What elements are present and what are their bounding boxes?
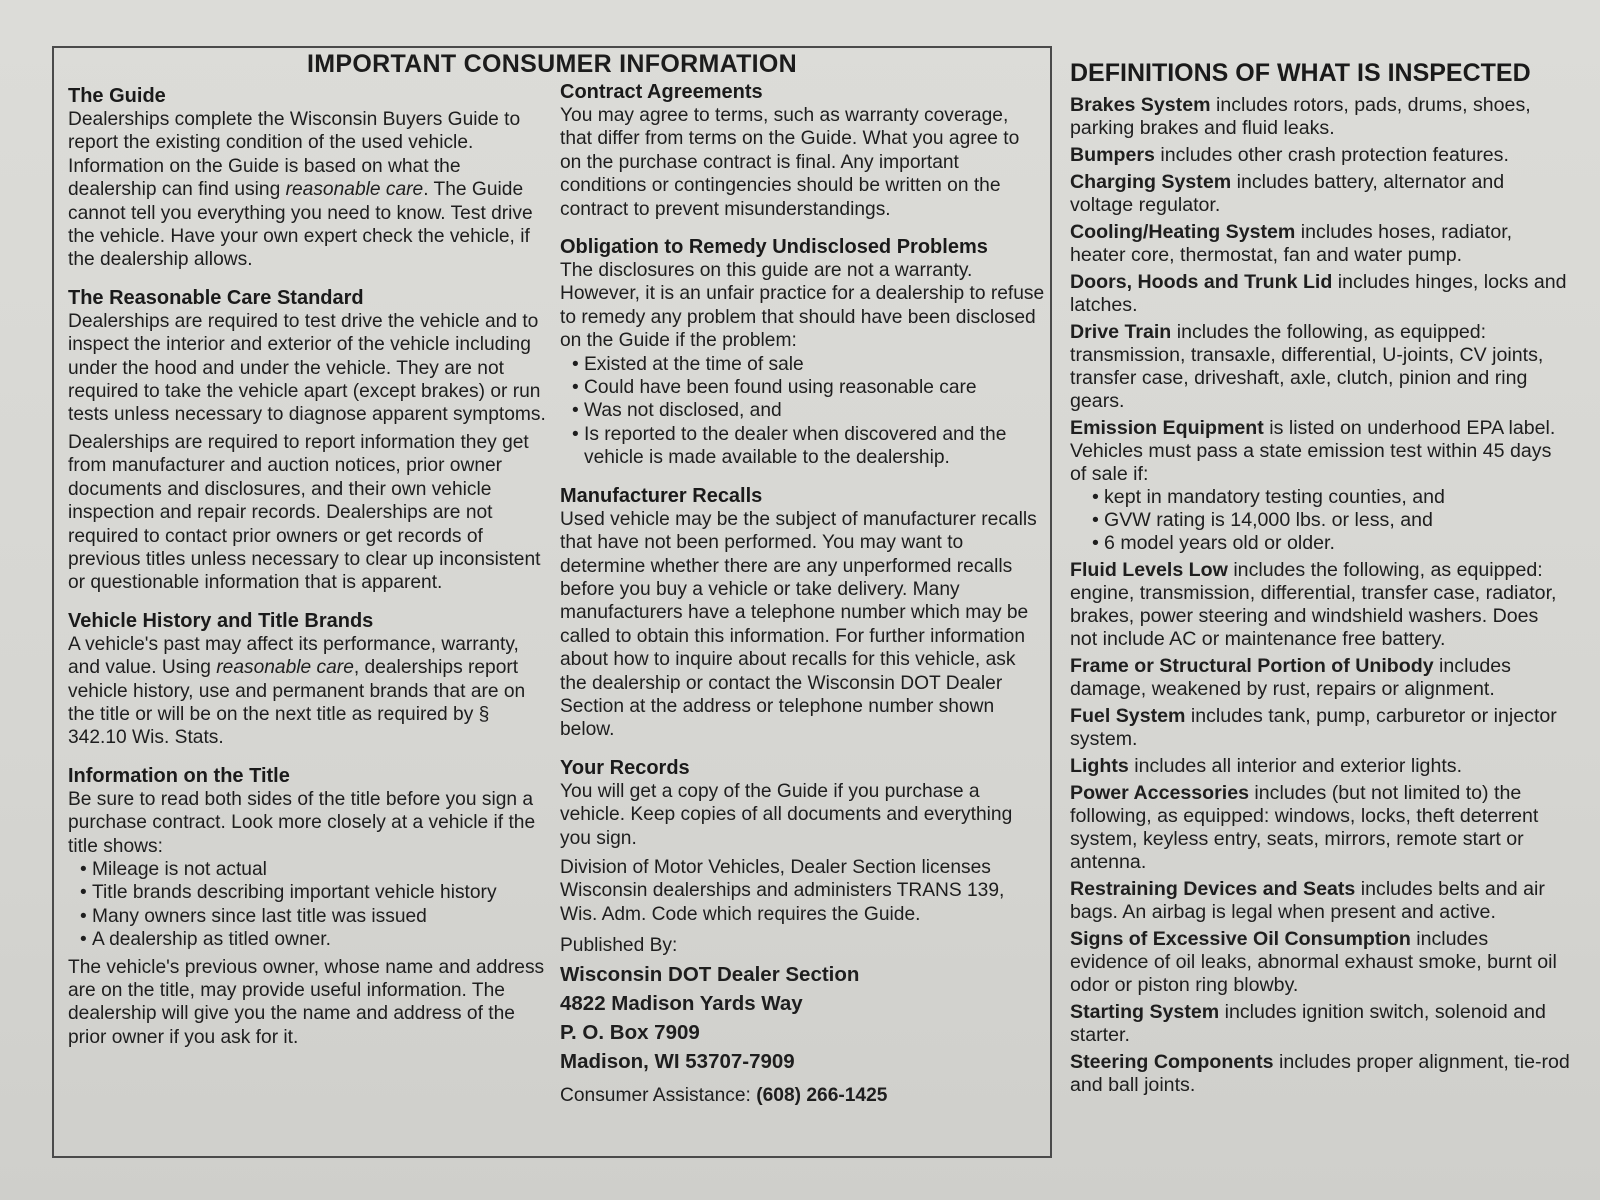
section-text: The disclosures on this guide are not a warranty. However, it is an unfair practice for a dealership to refuse to remedy any problem that should have been disclosed on the Guide if the problem: [560,260,1045,352]
section-heading: Manufacturer Recalls [560,484,763,507]
published-label: Published By: [560,935,678,957]
section-contract [560,80,1045,221]
consumer-info-column-2 [560,80,1045,1108]
section-heading: The Guide [68,85,166,107]
section-heading: Vehicle History and Title Brands [68,609,374,632]
section-text: The vehicle's previous owner, whose name and address are on the title, may provide useful information. The dealership will give you the name and address of the prior owner if you ask for it. [68,956,545,1048]
definition-item: Fuel System includes tank, pump, carburetor or injector system. [1070,705,1557,750]
section-text: Used vehicle may be the subject of manufacturer recalls that have not been performed. You may want to determine whether there are any unperformed recalls before you buy a vehicle or take delivery. Many manufacturers have a telephone number which may be called to obtain this information. For further information about how to inquire about recalls for this vehicle, ask the dealership or contact the Wisconsin DOT Dealer Section at the address or telephone number shown below. [560,508,1037,741]
section-text: Be sure to read both sides of the title before you sign a purchase contract. Look more closely at a vehicle if the title shows: [68,788,536,857]
list-item: • GVW rating is 14,000 lbs. or less, and [1094,509,1570,532]
section-text: You may agree to terms, such as warranty coverage, that differ from terms on the Guide. What you agree to on the purchase contract is final. Any important conditions or contingencies should be written on the contract to prevent misunderstandings. [560,105,1020,220]
definition-term: Charging System [1070,171,1232,193]
section-guide [68,84,548,272]
section-text: Dealerships complete the Wisconsin Buyers Guide to report the existing condition of the used vehicle. Information on the Guide is based on what the dealership can find using reasonable care. The Guide cannot tell you everything you need to know. Test drive the vehicle. Have your own expert check the vehicle, if the dealership allows. [68,109,533,271]
definition-item: Frame or Structural Portion of Unibody includes damage, weakened by rust, repairs or alignment. [1070,655,1511,700]
definition-item: Drive Train includes the following, as equipped: transmission, transaxle, differential, U-joints, CV joints, transfer case, driveshaft, axle, clutch, pinion and ring gears. [1070,321,1544,412]
publisher-name: Wisconsin DOT Dealer Section [560,963,860,987]
definitions-title: DEFINITIONS OF WHAT IS INSPECTED [1070,59,1531,87]
definition-item: Doors, Hoods and Trunk Lid includes hinges, locks and latches. [1070,271,1567,316]
section-reasonable-care [68,286,548,595]
section-title-info [68,764,548,1049]
list-item: • Mileage is not actual [82,858,548,881]
section-vehicle-history [68,609,548,750]
definition-item: Signs of Excessive Oil Consumption includes evidence of oil leaks, abnormal exhaust smoke, burnt oil odor or piston ring blowby. [1070,928,1557,996]
list-item: • Is reported to the dealer when discovered and the vehicle is made available to the dealership. [574,423,1045,470]
section-text: You will get a copy of the Guide if you purchase a vehicle. Keep copies of all documents and everything you sign. [560,780,1013,849]
list-item: • Could have been found using reasonable care [574,376,1045,399]
publisher-street: 4822 Madison Yards Way [560,992,803,1016]
definition-term: Emission Equipment [1070,417,1264,439]
section-text: Dealerships are required to report information they get from manufacturer and auction notices, prior owner documents and disclosures, and their own vehicle inspection and repair records. Dealerships are not required to contact prior owners or get records of previous titles unless necessary to clear up inconsistent or questionable information that is apparent. [68,431,541,594]
definition-item: Charging System includes battery, alternator and voltage regulator. [1070,171,1505,216]
definition-item: Steering Components includes proper alignment, tie-rod and ball joints. [1070,1051,1570,1096]
definition-term: Drive Train [1070,321,1172,343]
consumer-info-column-1 [68,84,548,1063]
consumer-assistance: Consumer Assistance: (608) 266-1425 [560,1085,888,1107]
list-item: • Was not disclosed, and [574,399,1045,422]
section-recalls [560,484,1045,742]
section-heading: Contract Agreements [560,81,763,103]
publisher-po-box: P. O. Box 7909 [560,1021,700,1045]
definition-term: Steering Components [1070,1051,1274,1073]
definition-item: Starting System includes ignition switch, solenoid and starter. [1070,1001,1546,1046]
definition-term: Signs of Excessive Oil Consumption [1070,928,1411,950]
definition-term: Fuel System [1070,705,1186,727]
definition-term: Brakes System [1070,94,1211,116]
definitions-column [1070,58,1570,1101]
definition-item: Power Accessories includes (but not limited to) the following, as equipped: windows, locks, theft deterrent system, keyless entry, seats, mirrors, remote start or antenna. [1070,782,1539,873]
definition-term: Power Accessories [1070,782,1249,804]
definition-term: Bumpers [1070,144,1155,166]
list-item: • kept in mandatory testing counties, and [1094,486,1570,509]
definition-term: Fluid Levels Low [1070,559,1228,581]
definition-item: Restraining Devices and Seats includes belts and air bags. An airbag is legal when present and active. [1070,878,1545,923]
definition-term: Doors, Hoods and Trunk Lid [1070,271,1333,293]
section-heading: Your Records [560,756,690,779]
section-text: Dealerships are required to test drive the vehicle and to inspect the interior and exterior of the vehicle including under the hood and under the vehicle. They are not required to take the vehicle apart (except brakes) or run tests unless necessary to diagnose apparent symptoms. [68,310,546,426]
section-obligation [560,235,1045,470]
list-item: • Existed at the time of sale [574,353,1045,376]
title-info-bullets [68,858,548,952]
definition-term: Frame or Structural Portion of Unibody [1070,655,1434,677]
definition-item: Fluid Levels Low includes the following, as equipped: engine, transmission, differential, transfer case, radiator, brakes, power steering and windshield washers. Does not include AC or maintenance free battery. [1070,559,1557,650]
consumer-info-title: IMPORTANT CONSUMER INFORMATION [307,50,797,78]
emission-bullets [1070,486,1570,555]
publisher-city: Madison, WI 53707-7909 [560,1050,795,1074]
definition-item: Brakes System includes rotors, pads, drums, shoes, parking brakes and fluid leaks. [1070,94,1531,139]
definition-term: Cooling/Heating System [1070,221,1296,243]
definition-item: Bumpers includes other crash protection features. [1070,144,1509,166]
section-text: Division of Motor Vehicles, Dealer Section licenses Wisconsin dealerships and administers TRANS 139, Wis. Adm. Code which requires the Guide. [560,856,1005,925]
consumer-assistance-phone: (608) 266-1425 [756,1085,888,1107]
definition-item: Emission Equipment is listed on underhood EPA label. Vehicles must pass a state emission test within 45 days of sale if: • kept in mandatory testing counties, and • GVW rating is 14,000 lbs. or less, and • 6 model years old or older. [1070,417,1570,555]
section-heading: Information on the Title [68,764,290,787]
definition-item: Lights includes all interior and exterior lights. [1070,755,1463,777]
definition-item: Cooling/Heating System includes hoses, radiator, heater core, thermostat, fan and water pump. [1070,221,1513,266]
list-item: • Title brands describing important vehicle history [82,881,548,904]
list-item: • 6 model years old or older. [1094,532,1570,555]
definition-term: Restraining Devices and Seats [1070,878,1356,900]
obligation-bullets [560,353,1045,470]
section-records [560,756,1045,926]
list-item: • Many owners since last title was issued [82,905,548,928]
list-item: • A dealership as titled owner. [82,928,548,951]
section-heading: Obligation to Remedy Undisclosed Problems [560,236,988,259]
definition-term: Lights [1070,755,1129,777]
section-heading: The Reasonable Care Standard [68,286,364,309]
section-text: A vehicle's past may affect its performance, warranty, and value. Using reasonable care, dealerships report vehicle history, use and permanent brands that are on the title or will be on the next title as required by § 342.10 Wis. Stats. [68,633,526,749]
published-by-block [560,932,1045,1107]
definition-term: Starting System [1070,1001,1220,1023]
